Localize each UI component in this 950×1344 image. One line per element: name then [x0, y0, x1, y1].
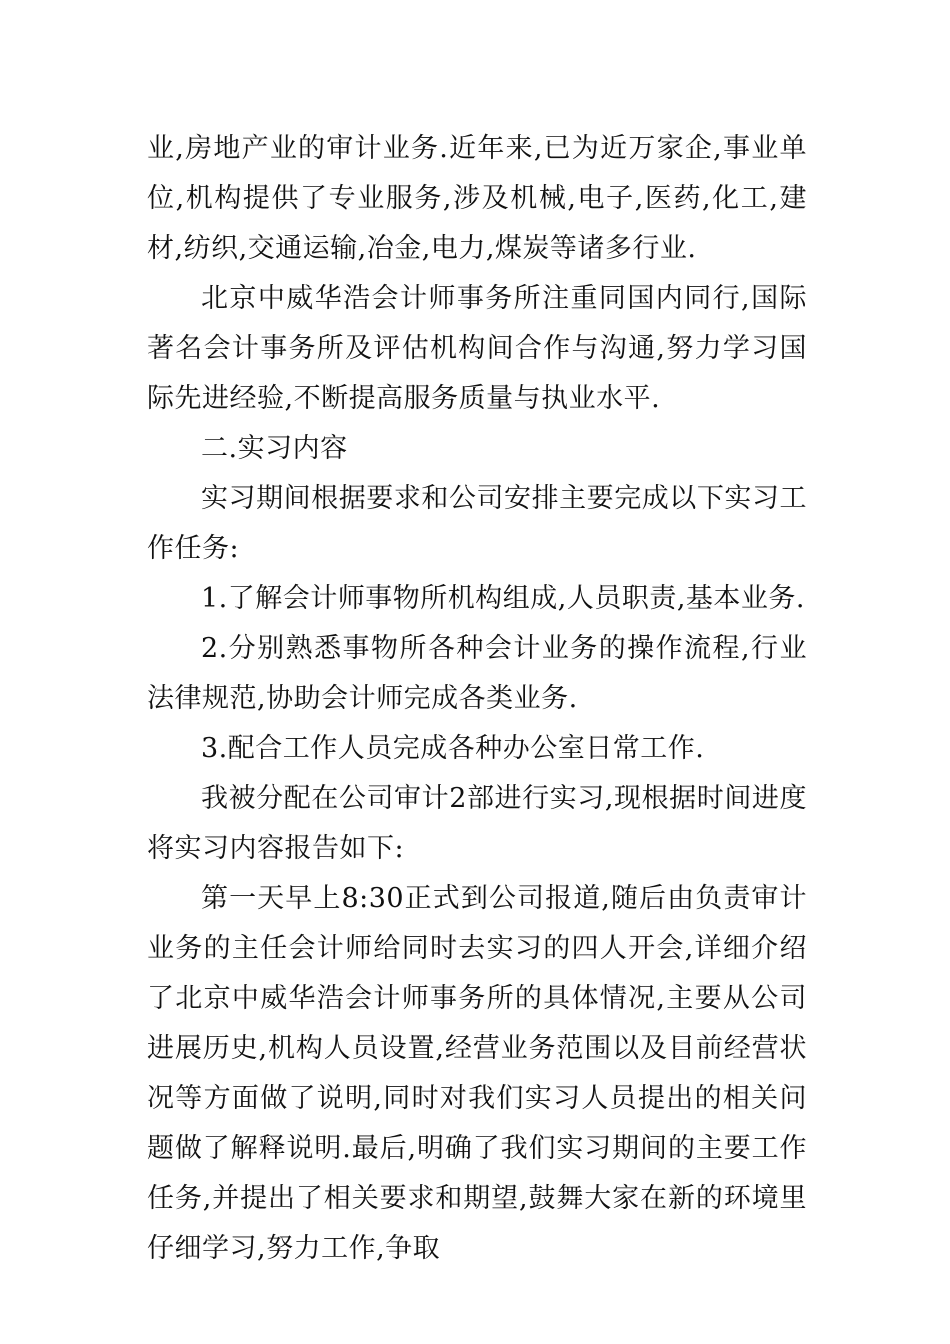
document-body — [147, 124, 807, 1274]
list-item-task-2: 2.分别熟悉事物所各种会计业务的操作流程,行业法律规范,协助会计师完成各类业务. — [147, 633, 807, 714]
list-item-task-3: 3.配合工作人员完成各种办公室日常工作. — [201, 733, 705, 764]
paragraph-cooperation: 北京中威华浩会计师事务所注重同国内同行,国际著名会计事务所及评估机构间合作与沟通,努力学习国际先进经验,不断提高服务质量与执业水平. — [147, 283, 807, 414]
paragraph-first-day: 第一天早上8:30正式到公司报道,随后由负责审计业务的主任会计师给同时去实习的四人开会,详细介绍了北京中威华浩会计师事务所的具体情况,主要从公司进展历史,机构人员设置,经营业务范围以及目前经营状况等方面做了说明,同时对我们实习人员提出的相关问题做了解释说明.最后,明确了我们实习期间的主要工作任务,并提出了相关要求和期望,鼓舞大家在新的环境里仔细学习,努力工作,争取 — [147, 883, 807, 1264]
list-item-task-1: 1.了解会计师事物所机构组成,人员职责,基本业务. — [201, 583, 806, 614]
paragraph-assignment: 我被分配在公司审计2部进行实习,现根据时间进度将实习内容报告如下: — [147, 783, 807, 864]
section-heading-internship-content: 二.实习内容 — [201, 433, 348, 464]
paragraph-continuation: 业,房地产业的审计业务.近年来,已为近万家企,事业单位,机构提供了专业服务,涉及机械,电子,医药,化工,建材,纺织,交通运输,冶金,电力,煤炭等诸多行业. — [147, 133, 807, 264]
paragraph-tasks-intro: 实习期间根据要求和公司安排主要完成以下实习工作任务: — [147, 483, 807, 564]
